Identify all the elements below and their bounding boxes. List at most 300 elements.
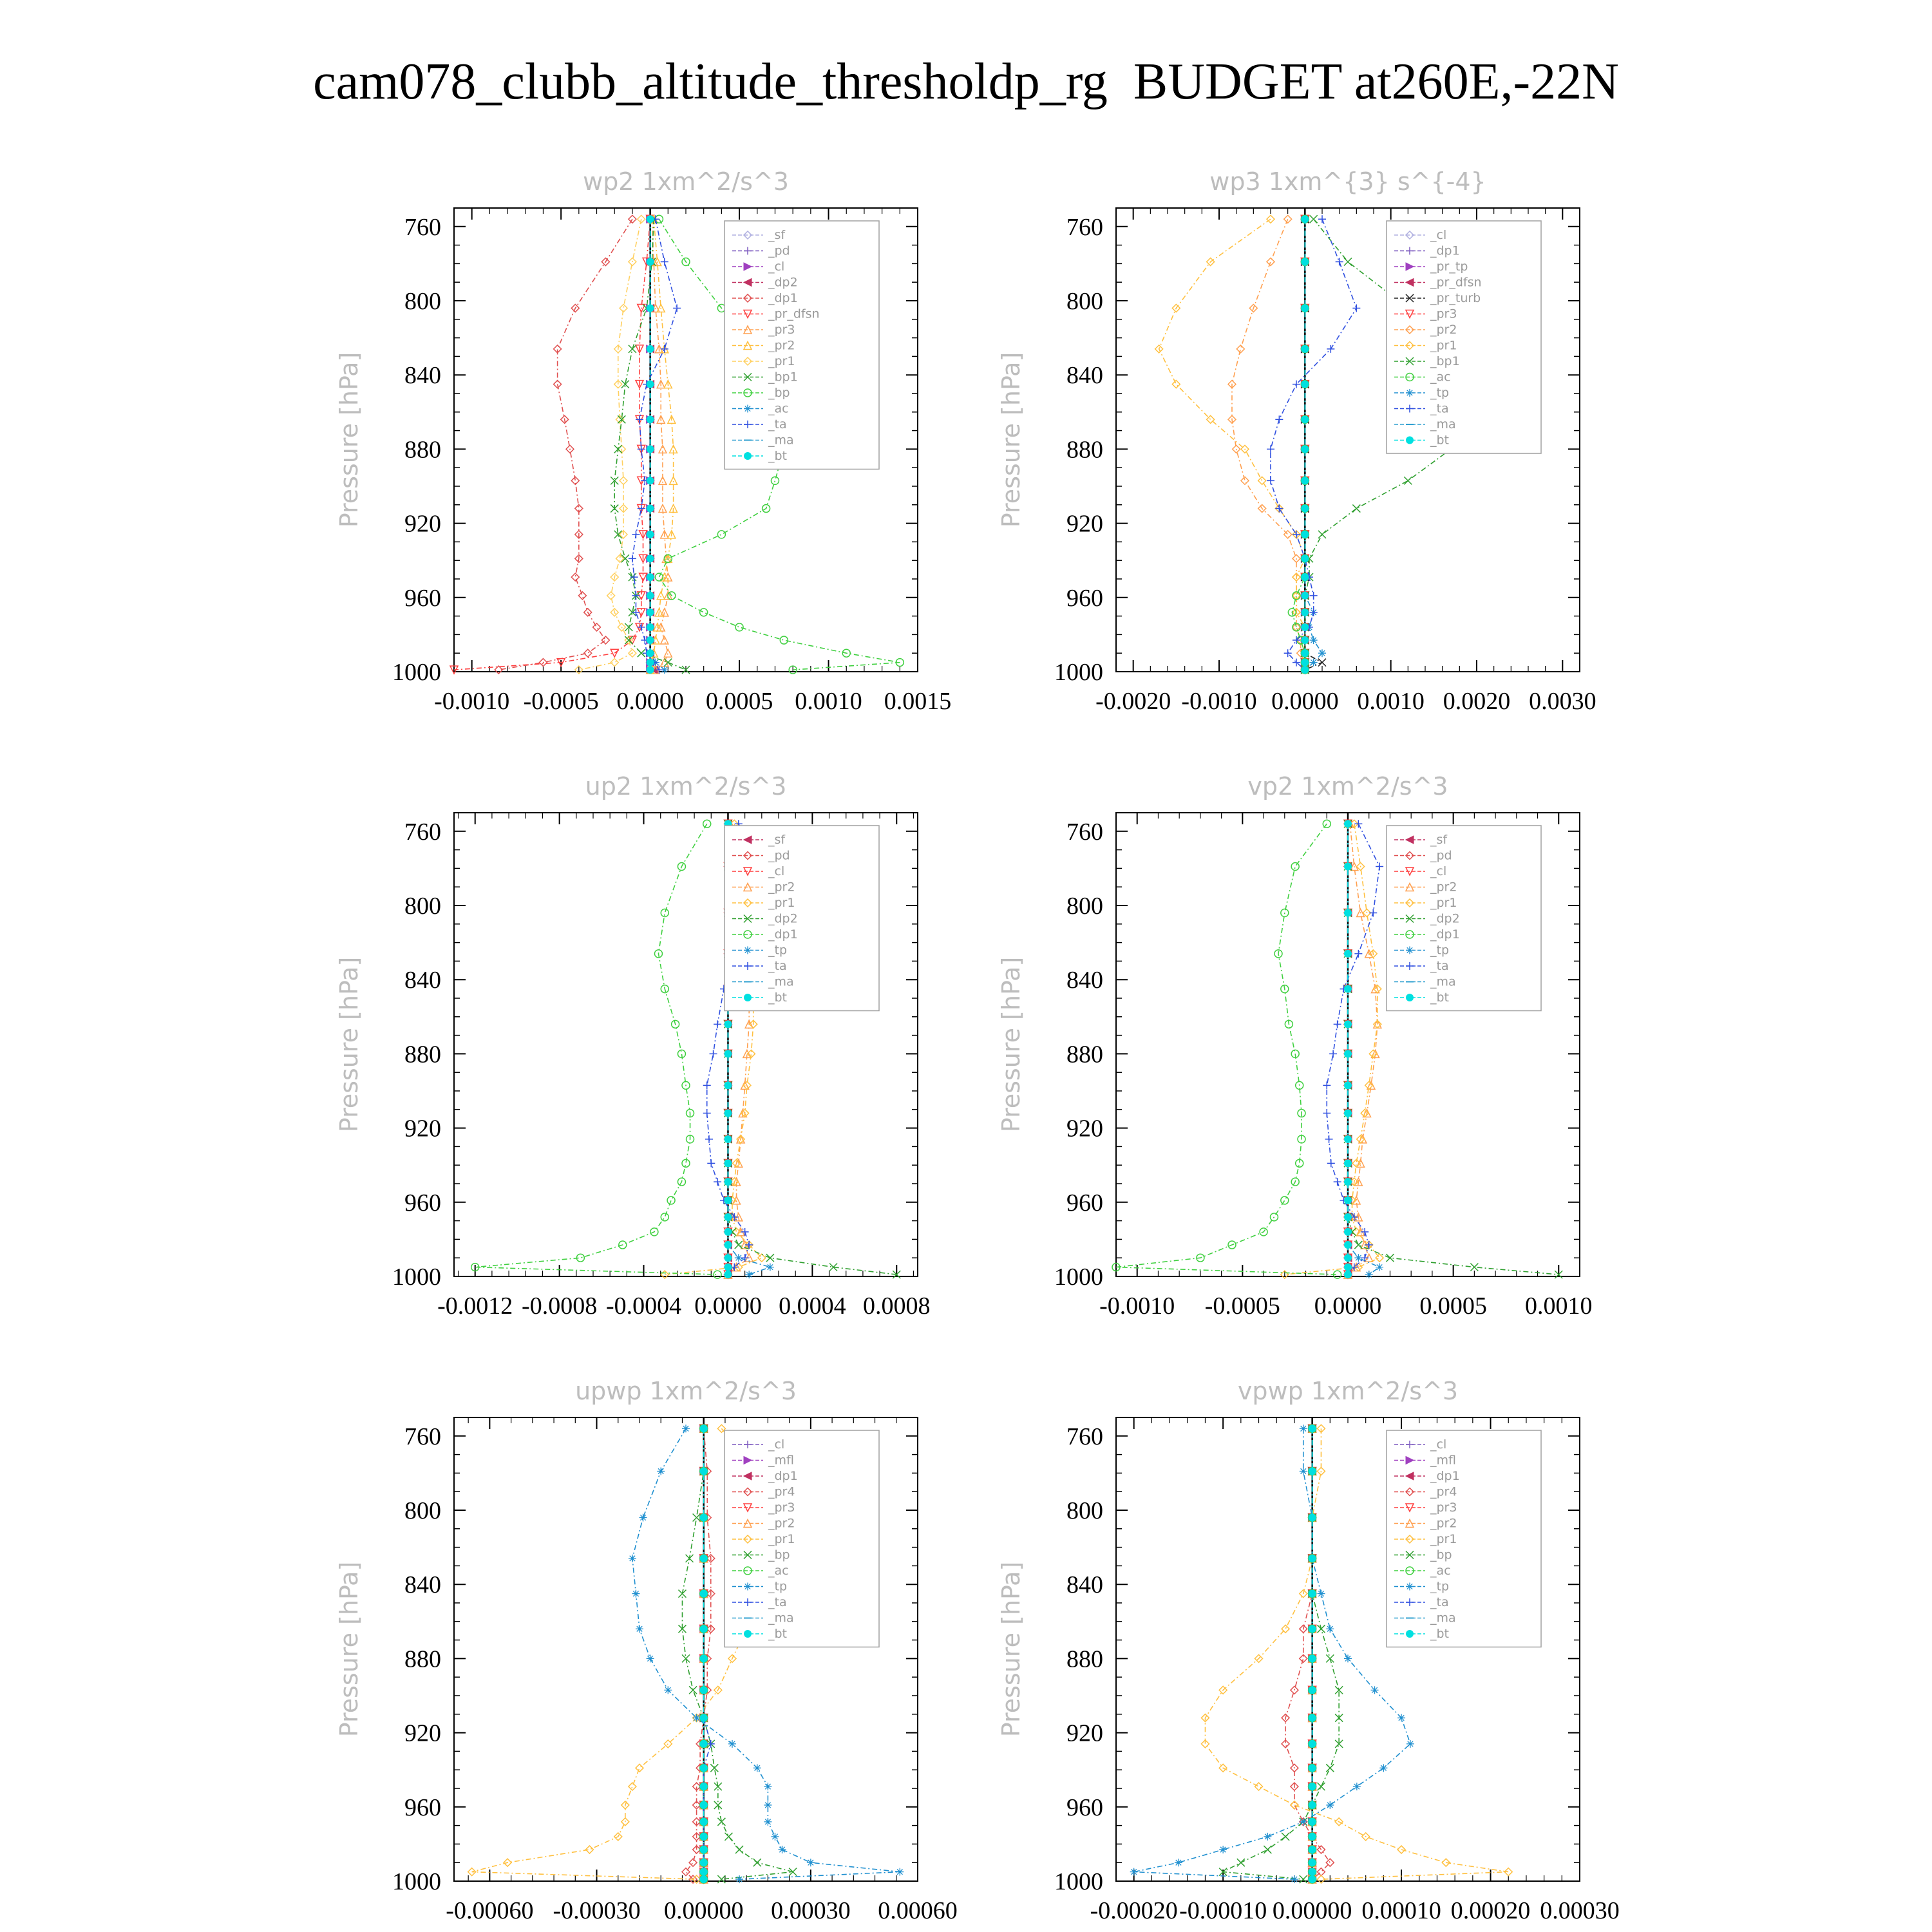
- data-point: [703, 1081, 711, 1089]
- data-point: [1344, 1241, 1352, 1249]
- legend: [724, 826, 879, 1011]
- x-tick-label: 0.0000: [1271, 688, 1339, 715]
- panel-title: vpwp 1xm^2/s^3: [1237, 1377, 1459, 1405]
- series-ta: [629, 215, 681, 674]
- series-line: [1292, 219, 1305, 670]
- legend-marker: [744, 1630, 752, 1638]
- data-point: [621, 554, 629, 562]
- data-point: [764, 1818, 772, 1826]
- y-tick-label: 1000: [1054, 659, 1103, 686]
- legend-label: _bp: [1430, 1548, 1452, 1562]
- legend-label: _mfl: [1430, 1453, 1456, 1468]
- data-point: [724, 1135, 732, 1143]
- data-point: [1344, 258, 1352, 266]
- data-point: [661, 609, 668, 616]
- data-point: [1309, 1833, 1316, 1841]
- data-point: [689, 1686, 697, 1694]
- x-tick-label: -0.00010: [1179, 1897, 1267, 1924]
- y-axis-label: Pressure [hPa]: [335, 352, 363, 528]
- legend-label: _pr2: [768, 880, 795, 895]
- data-point: [647, 477, 654, 484]
- panel-title: up2 1xm^2/s^3: [585, 772, 787, 800]
- x-tick-label: -0.0004: [605, 1293, 682, 1320]
- data-point: [647, 609, 654, 616]
- legend: [724, 1430, 879, 1647]
- data-point: [741, 1228, 749, 1236]
- x-tick-label: -0.0010: [1181, 688, 1257, 715]
- data-point: [700, 1859, 708, 1866]
- legend-label: _dp1: [1430, 243, 1460, 258]
- y-tick-label: 1000: [392, 1868, 441, 1895]
- legend-label: _pr3: [1430, 1501, 1457, 1515]
- legend-label: _ma: [768, 433, 794, 448]
- data-point: [593, 623, 601, 631]
- data-point: [1344, 863, 1352, 871]
- x-tick-label: -0.0005: [1204, 1293, 1280, 1320]
- series-dp1: [1112, 820, 1341, 1278]
- series-pr1: [1281, 820, 1383, 1278]
- data-point: [1291, 863, 1299, 871]
- data-point: [705, 1135, 713, 1143]
- legend-box: [1387, 221, 1541, 453]
- y-tick-label: 920: [404, 510, 441, 538]
- data-point: [1267, 445, 1274, 453]
- data-point: [1309, 1859, 1316, 1866]
- data-point: [1175, 1859, 1182, 1866]
- data-point: [647, 1654, 654, 1662]
- panel-title: wp3 1xm^{3} s^{-4}: [1209, 167, 1486, 196]
- data-point: [1309, 1846, 1316, 1853]
- legend-marker: [1406, 437, 1414, 444]
- legend-label: _pr_turb: [1430, 291, 1481, 305]
- panel-1: [335, 167, 951, 715]
- data-point: [693, 1714, 701, 1722]
- legend-marker: [1406, 994, 1414, 1001]
- data-point: [1344, 1271, 1352, 1278]
- data-point: [1282, 1833, 1289, 1841]
- legend-label: _dp2: [1430, 911, 1460, 926]
- data-point: [647, 592, 654, 600]
- y-tick-label: 880: [1066, 1645, 1103, 1673]
- data-point: [1301, 573, 1309, 581]
- legend-label: _tp: [1430, 1579, 1450, 1594]
- legend-label: _sf: [1430, 833, 1448, 847]
- data-point: [1327, 1159, 1335, 1167]
- legend-label: _bt: [1430, 433, 1450, 448]
- data-point: [703, 1110, 711, 1117]
- x-tick-label: 0.00000: [663, 1897, 744, 1924]
- y-tick-label: 960: [1066, 584, 1103, 612]
- x-tick-label: 0.0005: [705, 688, 773, 715]
- data-point: [632, 1590, 639, 1598]
- y-tick-label: 840: [404, 362, 441, 390]
- data-point: [1310, 636, 1318, 644]
- legend-marker: [744, 1583, 752, 1591]
- y-tick-label: 880: [1066, 1041, 1103, 1068]
- y-tick-label: 760: [404, 213, 441, 241]
- data-point: [607, 592, 615, 600]
- y-tick-label: 840: [1066, 967, 1103, 994]
- x-tick-label: 0.0015: [884, 688, 952, 715]
- data-point: [714, 1801, 722, 1809]
- legend-label: _cl: [1430, 1437, 1447, 1452]
- y-tick-label: 880: [404, 1645, 441, 1673]
- legend: [1387, 221, 1541, 453]
- data-point: [647, 415, 654, 423]
- x-tick-label: 0.0020: [1443, 688, 1511, 715]
- data-point: [700, 1846, 708, 1853]
- data-point: [1326, 1801, 1334, 1809]
- y-tick-label: 800: [404, 1497, 441, 1524]
- panel-title: upwp 1xm^2/s^3: [575, 1377, 797, 1405]
- data-point: [647, 215, 654, 223]
- data-point: [664, 1686, 672, 1694]
- legend-label: _cl: [768, 1437, 785, 1452]
- data-point: [1309, 1764, 1316, 1772]
- legend-marker: [1406, 389, 1414, 397]
- legend-marker: [1406, 1583, 1414, 1591]
- y-tick-label: 960: [404, 584, 441, 612]
- y-tick-label: 800: [1066, 288, 1103, 315]
- y-tick-label: 840: [1066, 1571, 1103, 1599]
- legend-label: _cl: [1430, 228, 1447, 242]
- series-dp1: [471, 820, 721, 1278]
- data-point: [1325, 1135, 1333, 1143]
- data-point: [1267, 258, 1274, 266]
- data-point: [1258, 477, 1266, 484]
- data-point: [1309, 1625, 1316, 1633]
- data-point: [647, 531, 654, 538]
- data-point: [647, 305, 654, 312]
- data-point: [1309, 1468, 1316, 1475]
- data-point: [1264, 1833, 1271, 1841]
- data-point: [896, 1868, 904, 1876]
- data-point: [1301, 445, 1309, 453]
- legend-label: _pr2: [1430, 1516, 1457, 1531]
- data-point: [584, 649, 592, 657]
- data-point: [1354, 950, 1362, 958]
- series-dp2: [647, 215, 658, 674]
- data-point: [700, 1818, 708, 1826]
- data-point: [1309, 1818, 1316, 1826]
- legend-label: _pr4: [768, 1484, 795, 1499]
- legend-label: _ma: [768, 974, 794, 989]
- data-point: [1365, 1271, 1373, 1278]
- data-point: [1310, 215, 1318, 223]
- data-point: [1172, 381, 1180, 388]
- series-line: [1159, 219, 1305, 670]
- legend-label: _ma: [768, 1611, 794, 1625]
- x-tick-label: 0.0004: [779, 1293, 846, 1320]
- legend-label: _cl: [768, 864, 785, 878]
- data-point: [647, 573, 654, 581]
- data-point: [1344, 1254, 1352, 1262]
- legend-label: _pd: [768, 243, 790, 258]
- legend-marker: [1406, 1630, 1414, 1638]
- data-point: [779, 1846, 786, 1853]
- series-tp: [1130, 1425, 1414, 1883]
- x-tick-label: 0.0010: [1357, 688, 1425, 715]
- legend-label: _pr1: [1430, 1532, 1457, 1546]
- x-tick-label: -0.0008: [522, 1293, 598, 1320]
- data-point: [636, 1625, 643, 1633]
- data-point: [1241, 477, 1249, 484]
- panel-title: vp2 1xm^2/s^3: [1247, 772, 1448, 800]
- data-point: [1344, 1159, 1352, 1167]
- data-point: [724, 1178, 732, 1186]
- series-line: [579, 219, 641, 670]
- data-point: [700, 1555, 708, 1562]
- series-line: [1285, 1428, 1330, 1879]
- data-point: [714, 1178, 721, 1186]
- legend-marker: [1406, 947, 1414, 954]
- data-point: [1344, 985, 1352, 993]
- x-tick-label: -0.0005: [523, 688, 599, 715]
- legend-label: _tp: [768, 943, 788, 958]
- y-axis-label: Pressure [hPa]: [335, 1561, 363, 1738]
- legend-label: _ta: [768, 959, 787, 973]
- data-point: [1397, 1714, 1405, 1722]
- data-point: [771, 477, 779, 484]
- legend-label: _dp1: [1430, 927, 1460, 942]
- data-point: [647, 505, 654, 513]
- data-point: [1344, 1228, 1352, 1236]
- y-tick-label: 840: [1066, 362, 1103, 390]
- data-point: [1344, 1197, 1352, 1204]
- data-point: [1310, 659, 1318, 667]
- x-tick-label: 0.00020: [1450, 1897, 1531, 1924]
- series-line: [686, 1428, 711, 1879]
- legend-label: _tp: [1430, 943, 1450, 958]
- legend-label: _bt: [1430, 1627, 1450, 1641]
- series-line: [632, 219, 677, 670]
- data-point: [1301, 554, 1309, 562]
- legend-label: _bp: [768, 386, 790, 400]
- data-point: [700, 1654, 708, 1662]
- data-point: [1300, 1425, 1307, 1432]
- data-point: [1301, 649, 1309, 657]
- series-pr3: [648, 215, 672, 674]
- data-point: [1300, 1468, 1307, 1475]
- x-tick-label: 0.00030: [771, 1897, 851, 1924]
- series-ta: [700, 1425, 715, 1883]
- data-point: [647, 623, 654, 631]
- series-bp: [1219, 1425, 1343, 1883]
- data-point: [717, 531, 725, 538]
- data-point: [700, 1590, 708, 1598]
- data-point: [724, 1228, 732, 1236]
- data-point: [647, 445, 654, 453]
- data-point: [1130, 1868, 1138, 1876]
- y-tick-label: 960: [404, 1189, 441, 1217]
- legend-label: _pr3: [1430, 307, 1457, 321]
- data-point: [700, 1833, 708, 1841]
- data-point: [1317, 1590, 1325, 1598]
- data-point: [1301, 592, 1309, 600]
- data-point: [700, 1783, 708, 1790]
- x-tick-label: -0.00030: [553, 1897, 641, 1924]
- data-point: [1300, 1875, 1307, 1883]
- data-point: [647, 649, 654, 657]
- y-tick-label: 880: [404, 1041, 441, 1068]
- data-point: [700, 1868, 708, 1876]
- series-dp1: [495, 215, 636, 674]
- data-point: [764, 1783, 772, 1790]
- legend-label: _cl: [768, 260, 785, 274]
- x-tick-label: 0.0010: [795, 688, 862, 715]
- legend-label: _ac: [1430, 1564, 1451, 1578]
- data-point: [700, 1468, 708, 1475]
- data-point: [700, 1764, 708, 1772]
- data-point: [1301, 531, 1309, 538]
- legend-label: _ta: [768, 417, 787, 431]
- y-tick-label: 800: [404, 893, 441, 920]
- data-point: [707, 1159, 715, 1167]
- data-point: [700, 1801, 708, 1809]
- x-tick-label: 0.00010: [1361, 1897, 1441, 1924]
- legend-label: _bt: [768, 990, 788, 1005]
- legend-label: _pr1: [768, 354, 795, 368]
- data-point: [647, 666, 654, 674]
- data-point: [1301, 505, 1309, 513]
- data-point: [1323, 1081, 1331, 1089]
- legend-label: _pr2: [768, 1516, 795, 1531]
- data-point: [1336, 258, 1343, 266]
- series-line: [650, 219, 674, 670]
- y-axis-label: Pressure [hPa]: [997, 1561, 1025, 1738]
- panel-3: [335, 772, 931, 1320]
- data-point: [1329, 1050, 1337, 1057]
- data-point: [1219, 1846, 1227, 1853]
- data-point: [1301, 659, 1309, 667]
- x-tick-label: 0.0000: [1314, 1293, 1382, 1320]
- data-point: [1344, 1213, 1352, 1221]
- legend-label: _bp: [768, 1548, 790, 1562]
- data-point: [724, 1213, 732, 1221]
- y-tick-label: 760: [1066, 818, 1103, 846]
- data-point: [1275, 505, 1283, 513]
- series-line: [1134, 1428, 1410, 1879]
- y-tick-label: 920: [404, 1719, 441, 1747]
- data-point: [1309, 1801, 1316, 1809]
- data-point: [647, 554, 654, 562]
- data-point: [629, 1783, 636, 1790]
- legend-label: _pr1: [1430, 338, 1457, 353]
- y-tick-label: 920: [1066, 1719, 1103, 1747]
- data-point: [657, 1468, 665, 1475]
- data-point: [766, 1264, 774, 1271]
- data-point: [1344, 820, 1352, 828]
- legend: [724, 221, 879, 469]
- x-tick-label: 0.00000: [1272, 1897, 1352, 1924]
- y-tick-label: 920: [404, 1115, 441, 1142]
- data-point: [700, 1714, 708, 1722]
- data-point: [735, 1846, 743, 1853]
- data-point: [1309, 1686, 1316, 1694]
- data-point: [700, 1514, 708, 1522]
- legend-label: _ma: [1430, 417, 1456, 431]
- x-tick-label: -0.00060: [446, 1897, 534, 1924]
- data-point: [1309, 1555, 1316, 1562]
- data-point: [1354, 1241, 1362, 1249]
- data-point: [661, 345, 668, 353]
- y-tick-label: 1000: [392, 659, 441, 686]
- data-point: [1309, 1875, 1316, 1883]
- y-tick-label: 760: [1066, 1423, 1103, 1450]
- y-tick-label: 840: [404, 1571, 441, 1599]
- data-point: [1353, 1783, 1361, 1790]
- data-point: [1310, 592, 1318, 600]
- data-point: [724, 1020, 732, 1028]
- data-point: [1317, 1625, 1325, 1633]
- legend-label: _pr2: [1430, 323, 1457, 337]
- data-point: [578, 592, 586, 600]
- x-tick-label: 0.0030: [1529, 688, 1596, 715]
- data-point: [1309, 1590, 1316, 1598]
- data-point: [661, 636, 668, 644]
- data-point: [1275, 415, 1283, 423]
- data-point: [1406, 1740, 1414, 1748]
- data-point: [1301, 636, 1309, 644]
- data-point: [1301, 477, 1309, 484]
- data-point: [780, 636, 788, 644]
- data-point: [1300, 1818, 1307, 1826]
- data-point: [647, 659, 654, 667]
- y-tick-label: 880: [404, 436, 441, 464]
- y-tick-label: 1000: [1054, 1264, 1103, 1291]
- legend-label: _ta: [768, 1595, 787, 1609]
- data-point: [664, 649, 672, 657]
- x-tick-label: 0.0010: [1525, 1293, 1593, 1320]
- legend: [1387, 1430, 1541, 1647]
- data-point: [1293, 531, 1300, 538]
- legend-marker: [744, 405, 752, 413]
- data-point: [724, 1110, 732, 1117]
- legend-label: _bt: [768, 449, 788, 463]
- data-point: [724, 1050, 732, 1057]
- x-tick-label: -0.0012: [437, 1293, 513, 1320]
- data-point: [629, 345, 636, 353]
- data-point: [1344, 1081, 1352, 1089]
- data-point: [1317, 1783, 1325, 1790]
- data-point: [647, 345, 654, 353]
- data-point: [724, 1241, 732, 1249]
- legend-label: _dp1: [768, 1469, 798, 1483]
- legend-label: _pr1: [1430, 896, 1457, 910]
- data-point: [717, 1818, 725, 1826]
- y-tick-label: 800: [1066, 1497, 1103, 1524]
- data-point: [1326, 1764, 1334, 1772]
- data-point: [700, 1425, 708, 1432]
- data-point: [1309, 1868, 1316, 1876]
- legend-label: _mfl: [768, 1453, 794, 1468]
- data-point: [745, 1271, 753, 1278]
- data-point: [1301, 381, 1309, 388]
- legend-label: _pr1: [768, 896, 795, 910]
- legend-label: _pd: [768, 848, 790, 863]
- legend-label: _pr4: [1430, 1484, 1457, 1499]
- data-point: [1344, 1264, 1352, 1271]
- series-ta: [1323, 820, 1383, 1278]
- data-point: [1318, 531, 1326, 538]
- legend-label: _pr_dfsn: [768, 307, 820, 321]
- x-tick-label: -0.0010: [434, 688, 510, 715]
- data-point: [601, 636, 609, 644]
- data-point: [571, 573, 579, 581]
- series-pr1: [1155, 215, 1309, 674]
- legend-label: _ta: [1430, 1595, 1449, 1609]
- panel-title: wp2 1xm^2/s^3: [583, 167, 789, 196]
